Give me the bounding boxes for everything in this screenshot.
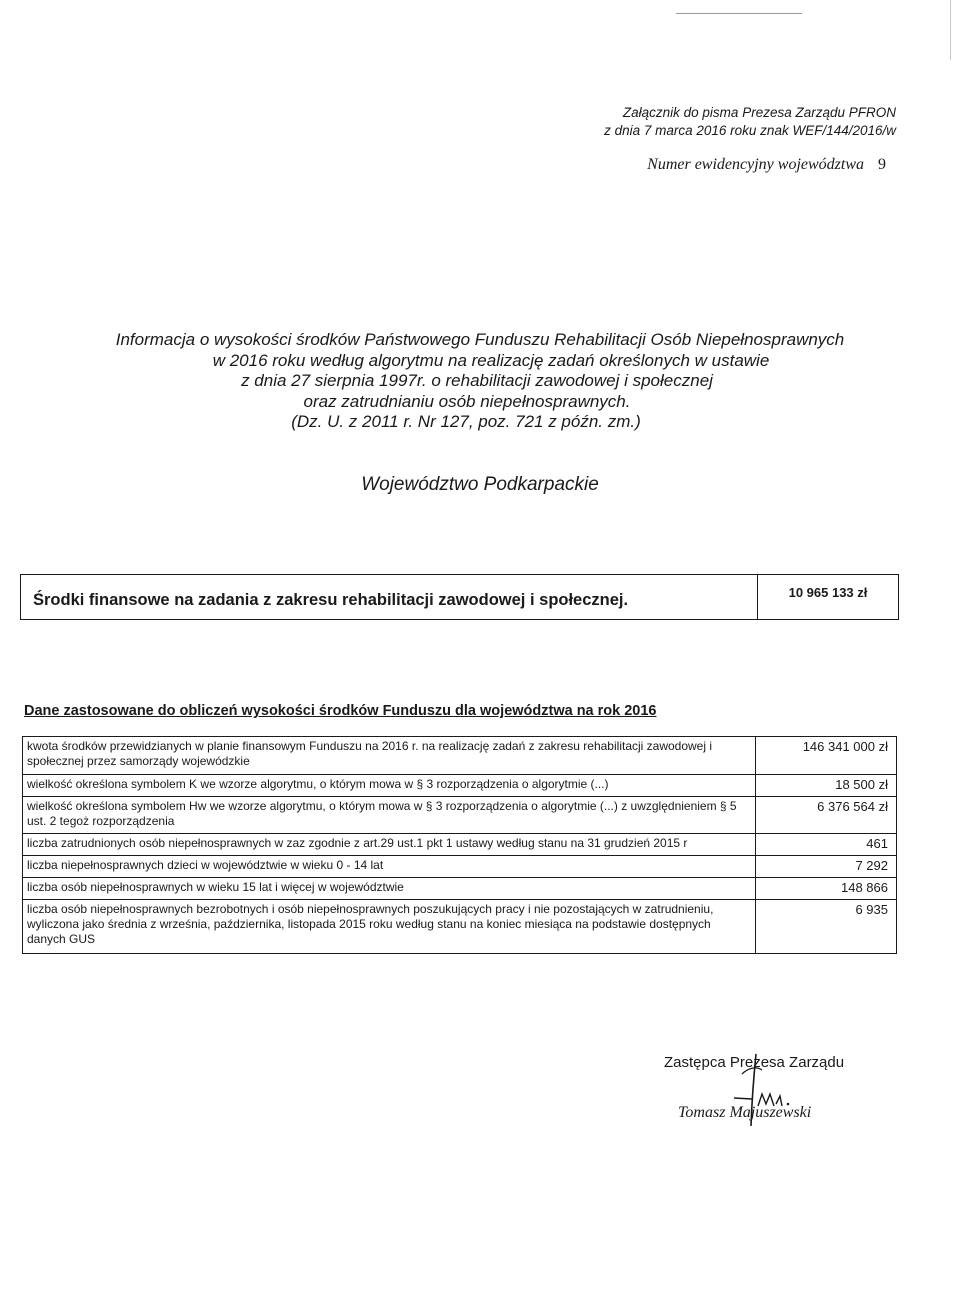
- data-table: [22, 736, 897, 954]
- signatory-name: Tomasz Majuszewski: [678, 1104, 812, 1121]
- attachment-line-2: z dnia 7 marca 2016 roku znak WEF/144/2016/w: [604, 123, 896, 138]
- row-label: liczba niepełnosprawnych dzieci w województwie w wieku 0 - 14 lat: [23, 856, 756, 878]
- information-title: [60, 330, 900, 433]
- row-value: 7 292: [756, 856, 897, 878]
- voivodeship-name: Województwo Podkarpackie: [361, 474, 599, 495]
- funds-summary-box: [20, 574, 899, 620]
- data-heading: Dane zastosowane do obliczeń wysokości środków Funduszu dla województwa na rok 2016: [24, 703, 657, 719]
- row-value: 146 341 000 zł: [756, 737, 897, 775]
- row-value: 6 376 564 zł: [756, 797, 897, 834]
- title-line-1: Informacja o wysokości środków Państwowego Funduszu Rehabilitacji Osób Niepełnosprawnych: [115, 330, 845, 349]
- row-value: 18 500 zł: [756, 775, 897, 797]
- row-label: liczba zatrudnionych osób niepełnosprawnych w zaz zgodnie z art.29 ust.1 pkt 1 ustawy według stanu na 31 grudzień 2015 r: [23, 834, 756, 856]
- signature-block: [630, 1052, 890, 1132]
- table-row: [23, 775, 897, 797]
- row-label: kwota środków przewidzianych w planie finansowym Funduszu na 2016 r. na realizację zadań z zakresu rehabilitacji zawodowej i społecznej przez samorządy wojewódzkie: [23, 737, 756, 775]
- row-label: liczba osób niepełnosprawnych bezrobotnych i osób niepełnosprawnych poszukujących pracy i nie pozostających w zatrudnieniu, wyliczona jako średnia z września, października, listopada 2015 roku według stanu na koniec miesiąca na podstawie dostępnych danych GUS: [23, 900, 756, 954]
- row-value: 148 866: [756, 878, 897, 900]
- title-line-3: z dnia 27 sierpnia 1997r. o rehabilitacji zawodowej i społecznej: [241, 371, 713, 390]
- table-row: [23, 900, 897, 954]
- table-row: [23, 834, 897, 856]
- row-value: 461: [756, 834, 897, 856]
- signatory-title: Zastępca Prezesa Zarządu: [664, 1054, 845, 1071]
- scan-top-rule: [676, 13, 802, 14]
- title-line-2: w 2016 roku według algorytmu na realizację zadań określonych w ustawie: [212, 350, 770, 370]
- registration-label: Numer ewidencyjny województwa: [647, 156, 864, 173]
- attachment-line-1: Załącznik do pisma Prezesa Zarządu PFRON: [622, 105, 896, 120]
- row-label: wielkość określona symbolem Hw we wzorze algorytmu, o którym mowa w § 3 rozporządzenia o algorytmie (...) z uwzględnieniem § 5 ust. 2 tegoż rozporządzenia: [23, 797, 756, 834]
- attachment-header: [604, 104, 896, 140]
- title-line-5: (Dz. U. z 2011 r. Nr 127, poz. 721 z późn. zm.): [291, 412, 641, 431]
- table-row: [23, 797, 897, 834]
- scan-edge-mark: [950, 0, 951, 60]
- title-line-4: oraz zatrudnianiu osób niepełnosprawnych.: [303, 391, 631, 411]
- table-row: [23, 878, 897, 900]
- row-value: 6 935: [756, 900, 897, 954]
- funds-value: 10 965 133 zł: [788, 585, 868, 600]
- registration-value: 9: [878, 156, 886, 173]
- row-label: wielkość określona symbolem K we wzorze algorytmu, o którym mowa w § 3 rozporządzenia o algorytmie (...): [23, 775, 756, 797]
- funds-label: Środki finansowe na zadania z zakresu rehabilitacji zawodowej i społecznej.: [21, 575, 758, 619]
- table-row: [23, 856, 897, 878]
- registration-number: [647, 156, 886, 174]
- row-label: liczba osób niepełnosprawnych w wieku 15 lat i więcej w województwie: [23, 878, 756, 900]
- table-row: [23, 737, 897, 775]
